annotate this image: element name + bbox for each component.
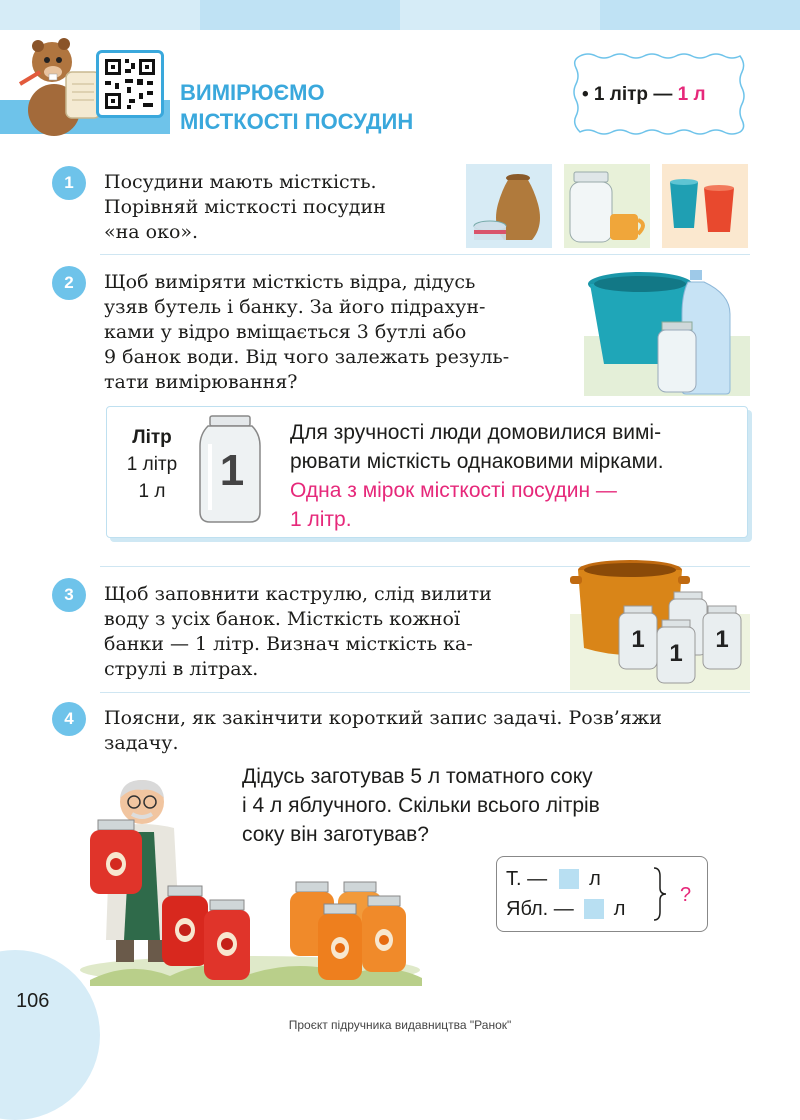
page-title [180,78,413,136]
info-term: Літр [132,427,172,448]
note-highlight: 1 л [677,84,706,105]
record-row2-blank[interactable] [584,899,604,919]
publisher-note: Проєкт підручника видавництва "Ранок" [288,1018,512,1032]
task3-line: воду з усіх банок. Місткість кожної [104,608,461,630]
info-term-block [112,424,192,505]
task3-text [104,582,492,682]
jar-label: 1 [631,626,645,653]
separator [100,692,750,693]
info-text [290,418,664,534]
page-title-line1: ВИМІРЮЄМО [180,80,325,105]
task1-number: 1 [52,166,86,200]
task3-number: 3 [52,578,86,612]
jar-label: 1 [715,626,729,653]
task1-line: «на око». [104,221,199,243]
separator [100,254,750,255]
page-title-line2: МІСТКОСТІ ПОСУДИН [180,109,414,134]
record-row1-unit: л [589,868,601,890]
record-question: ? [680,884,692,906]
beaver-mascot-icon [14,32,106,136]
info-highlight-line: 1 літр. [290,508,352,531]
task2-line: 9 банок води. Від чого залежать резуль- [104,346,510,368]
note-box [582,84,706,106]
glass-jar-and-cup-illustration [564,164,650,248]
task4-number: 4 [52,702,86,736]
task1-text [104,170,386,245]
top-color-bar [0,0,800,30]
task3-line: струлі в літрах. [104,658,259,680]
task4-line: задачу. [104,732,179,754]
curly-brace-icon [652,866,668,922]
note-prefix: • 1 літр — [582,84,673,105]
task2-line: ками у відро вміщається 3 бутлі або [104,321,467,343]
liter-jar-label: 1 [219,446,245,495]
task4-problem-line: соку він заготував? [242,823,429,846]
task2-line: узяв бутель і банку. За його підрахун- [104,296,486,318]
info-highlight-line: Одна з мірок місткості посудин — [290,479,617,502]
task3-line: банки — 1 літр. Визнач місткість ка- [104,633,473,655]
short-record-row-1 [506,866,601,892]
task2-line: тати вимірювання? [104,371,298,393]
task4-problem-line: і 4 л яблучного. Скільки всього літрів [242,794,600,817]
info-term-abbr: 1 л [138,481,166,502]
task4-text [104,706,662,756]
pot-and-bowl-illustration [466,164,552,248]
record-row2-label: Ябл. — [506,898,574,920]
two-cups-illustration [662,164,748,248]
page-number: 106 [16,990,50,1012]
info-text-line: рювати місткість однаковими мірками. [290,450,664,473]
grandfather-with-juice-jars-illustration [70,770,430,990]
task2-line: Щоб виміряти місткість відра, дідусь [104,271,476,293]
bucket-bottle-jar-illustration [584,264,750,396]
qr-code[interactable] [96,50,164,118]
task2-number: 2 [52,266,86,300]
info-term-full: 1 літр [126,454,178,475]
jar-label: 1 [669,640,683,667]
task2-text [104,270,509,395]
record-row2-unit: л [613,898,626,920]
record-row1-blank[interactable] [559,869,579,889]
info-text-line: Для зручності люди домовилися вимі- [290,421,662,444]
task1-line: Посудини мають місткість. [104,171,377,193]
task3-line: Щоб заповнити каструлю, слід вилити [104,583,492,605]
task1-line: Порівняй місткості посудин [104,196,386,218]
task4-line: Поясни, як закінчити короткий запис задачі. Розв’яжи [104,707,662,729]
qr-code-icon [99,53,161,115]
task4-problem-line: Дідусь заготував 5 л томатного соку [242,765,593,788]
short-record-row-2 [506,896,625,922]
record-row1-label: Т. — [506,868,548,890]
